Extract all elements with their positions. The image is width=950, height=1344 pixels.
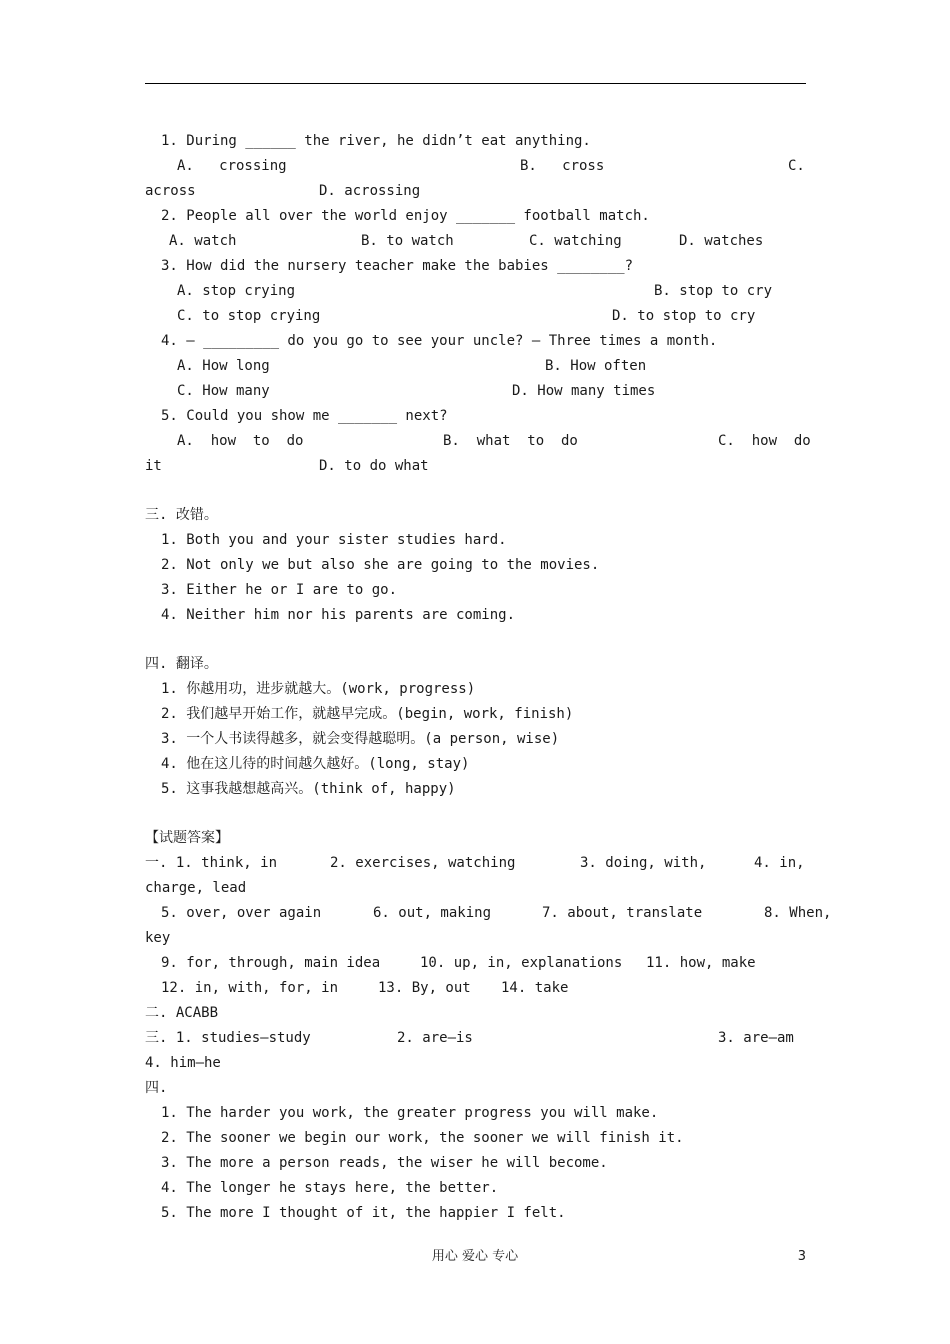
header-rule xyxy=(145,83,806,84)
option-b: B. cross xyxy=(520,158,605,174)
footer-motto: 用心 爱心 专心 xyxy=(431,1249,519,1264)
section-4-item: 5. 这事我越想越高兴。(think of, happy) xyxy=(161,781,456,797)
section-4-item: 1. 你越用功，进步就越大。(work, progress) xyxy=(161,681,476,697)
question-4-options-cd xyxy=(145,379,806,404)
question-5-stem: 5. Could you show me _______ next? xyxy=(161,408,448,424)
question-3-stem: 3. How did the nursery teacher make the babies ________? xyxy=(161,258,634,274)
option-a: A. crossing xyxy=(177,158,287,174)
answers-part4-item: 2. The sooner we begin our work, the sooner we will finish it. xyxy=(161,1130,684,1146)
option-c-wrap: it xyxy=(145,458,162,474)
question-1-options xyxy=(145,154,806,179)
answers-part3: 三. 1. studies–study 2. are–is 3. are–am xyxy=(145,1030,794,1046)
option-c: C. how do xyxy=(718,433,811,449)
question-2-options xyxy=(145,229,806,254)
section-3-item: 1. Both you and your sister studies hard. xyxy=(161,532,507,548)
option-d: D. to do what xyxy=(319,458,429,474)
answers-part2: 二. ACABB xyxy=(145,1005,219,1021)
option-b: B. stop to cry xyxy=(654,283,773,299)
question-3-options-cd xyxy=(145,304,806,329)
option-d: D. acrossing xyxy=(319,183,421,199)
option-a: A. stop crying xyxy=(177,283,296,299)
page-number: 3 xyxy=(797,1249,806,1264)
answers-part4-item: 4. The longer he stays here, the better. xyxy=(161,1180,499,1196)
answers-part4-item: 5. The more I thought of it, the happier I felt. xyxy=(161,1205,566,1221)
section-4-heading: 四. 翻译。 xyxy=(145,656,218,672)
option-b: B. How often xyxy=(545,358,647,374)
option-a: A. watch xyxy=(169,233,237,249)
option-d: D. How many times xyxy=(512,383,656,399)
answers-part1-row1: 一. 1. think, in 2. exercises, watching 3. doing, with, 4. in, xyxy=(145,855,805,871)
question-5-options-wrap xyxy=(145,454,806,479)
question-4-stem: 4. – _________ do you go to see your uncle? – Three times a month. xyxy=(161,333,718,349)
option-d: D. to stop to cry xyxy=(612,308,756,324)
option-c-wrap: across xyxy=(145,183,196,199)
option-c: C. watching xyxy=(529,233,622,249)
option-b: B. to watch xyxy=(361,233,454,249)
answers-part1-row3: 9. for, through, main idea 10. up, in, explanations 11. how, make xyxy=(161,955,756,971)
question-2-stem: 2. People all over the world enjoy _______ football match. xyxy=(161,208,650,224)
section-3-item: 4. Neither him nor his parents are coming. xyxy=(161,607,516,623)
answers-part3-wrap: 4. him–he xyxy=(145,1055,221,1071)
section-4-item: 4. 他在这儿待的时间越久越好。(long, stay) xyxy=(161,756,470,772)
section-4-item: 2. 我们越早开始工作，就越早完成。(begin, work, finish) xyxy=(161,706,574,722)
option-c: C. How many xyxy=(177,383,270,399)
option-c: C. xyxy=(788,158,805,174)
answers-part4-item: 1. The harder you work, the greater progress you will make. xyxy=(161,1105,659,1121)
answers-part4-heading: 四. xyxy=(145,1080,168,1096)
answers-part1-row2-wrap: key xyxy=(145,930,171,946)
question-1-options-wrap xyxy=(145,179,806,204)
section-3-heading: 三. 改错。 xyxy=(145,507,218,523)
option-c: C. to stop crying xyxy=(177,308,321,324)
question-1-stem: 1. During ______ the river, he didn’t eat anything. xyxy=(161,133,591,149)
question-3-options-ab xyxy=(145,279,806,304)
option-b: B. what to do xyxy=(443,433,578,449)
answers-part1-row2: 5. over, over again 6. out, making 7. about, translate 8. When, xyxy=(161,905,832,921)
answers-part1-row4: 12. in, with, for, in 13. By, out 14. take xyxy=(161,980,569,996)
answers-part1-row1-wrap: charge, lead xyxy=(145,880,247,896)
answers-part4-item: 3. The more a person reads, the wiser he will become. xyxy=(161,1155,608,1171)
section-3-item: 2. Not only we but also she are going to the movies. xyxy=(161,557,600,573)
option-a: A. How long xyxy=(177,358,270,374)
question-4-options-ab xyxy=(145,354,806,379)
section-3-item: 3. Either he or I are to go. xyxy=(161,582,398,598)
option-a: A. how to do xyxy=(177,433,304,449)
option-d: D. watches xyxy=(679,233,764,249)
question-5-options xyxy=(145,429,811,454)
answers-heading: 【试题答案】 xyxy=(145,830,229,846)
section-4-item: 3. 一个人书读得越多，就会变得越聪明。(a person, wise) xyxy=(161,731,560,747)
